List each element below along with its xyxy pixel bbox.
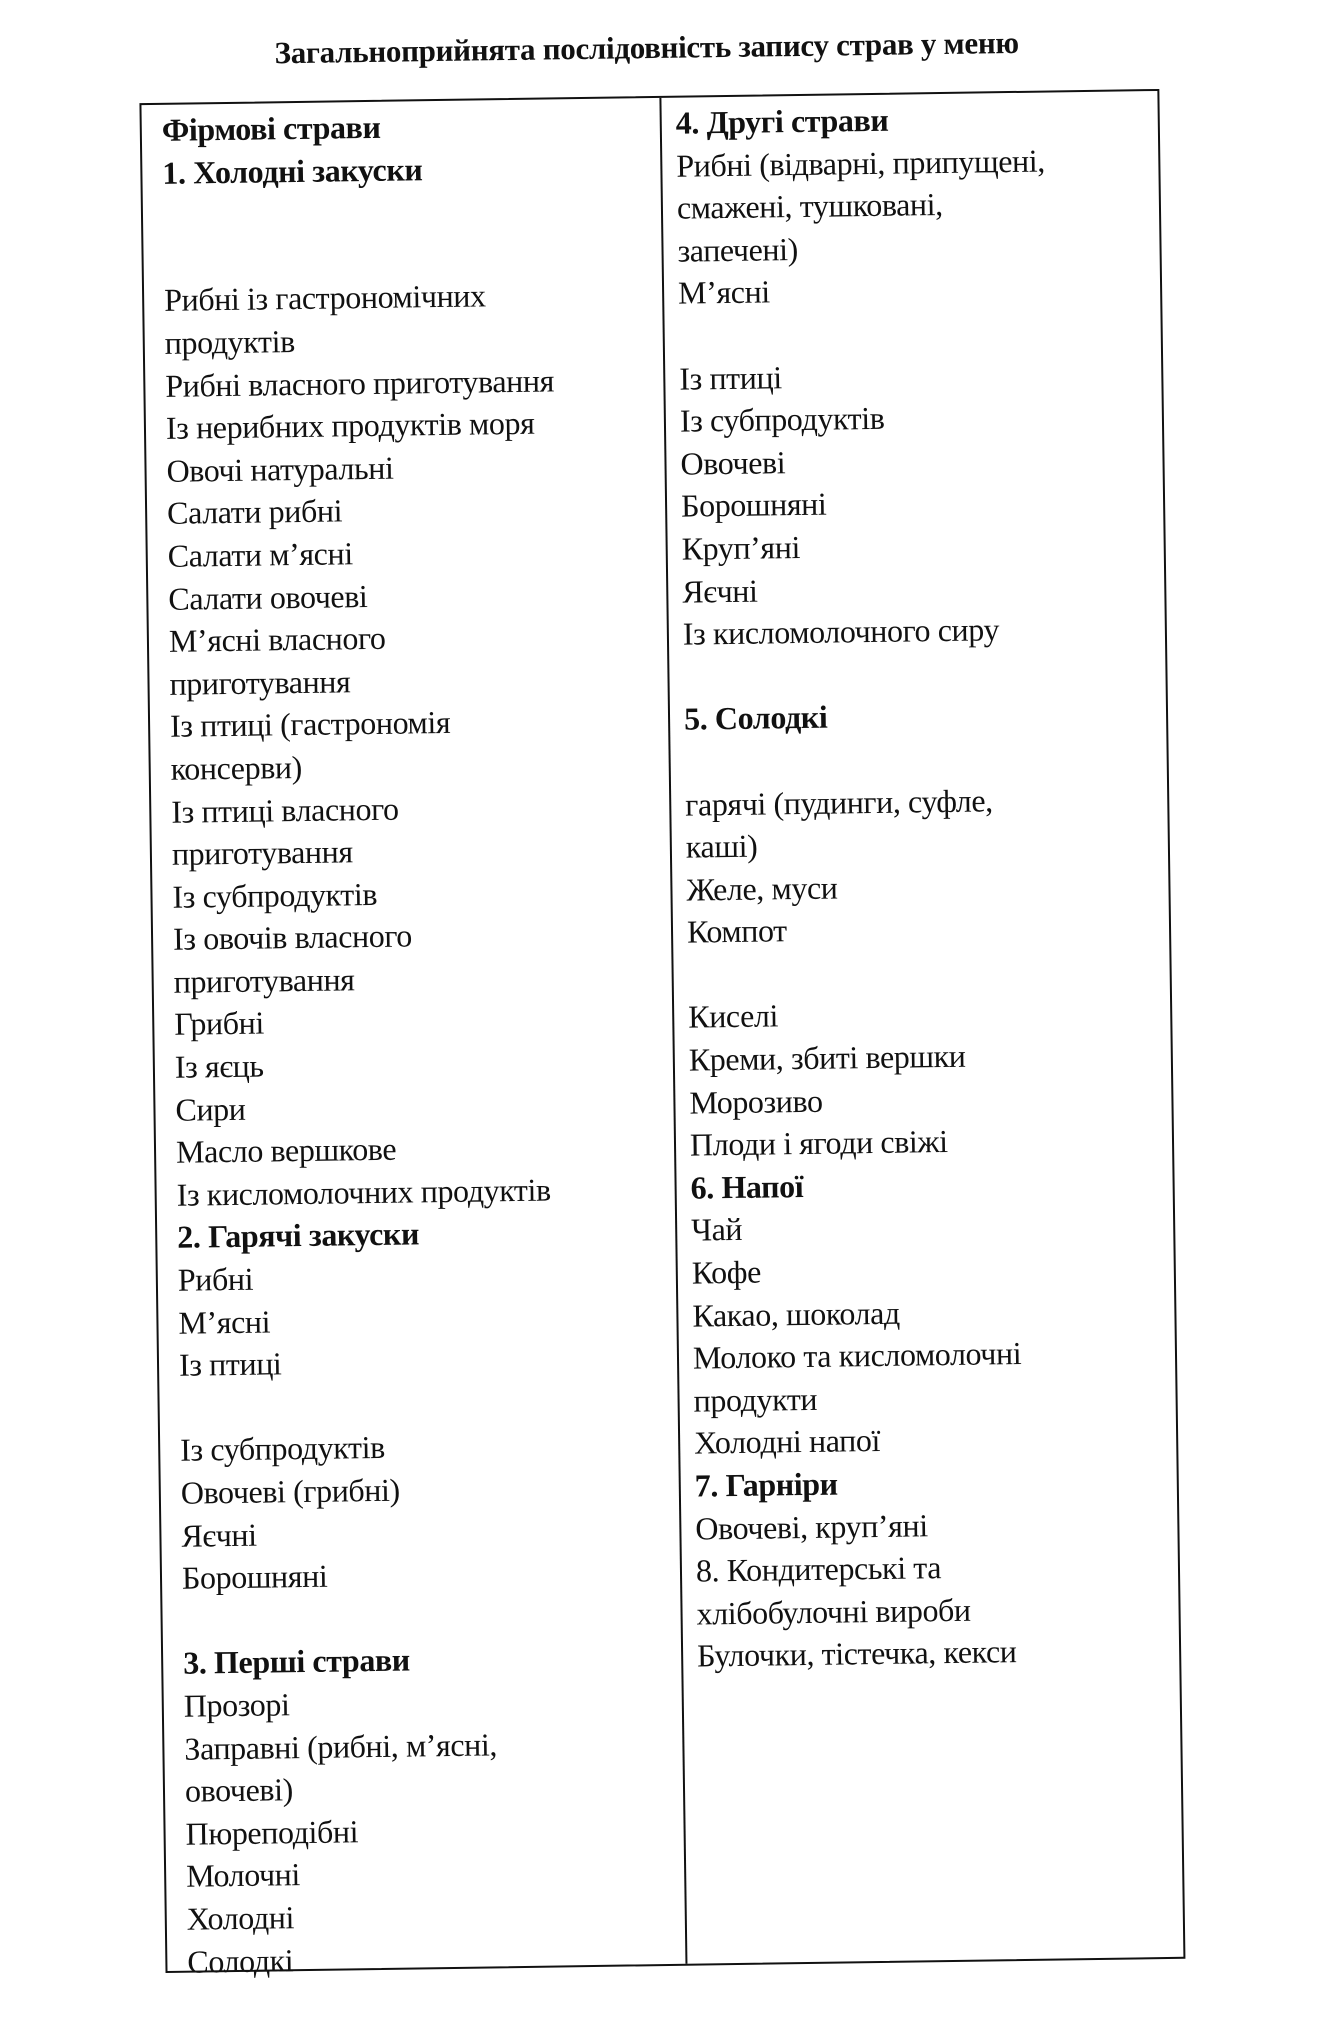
menu-item: М’ясні [677, 273, 771, 312]
menu-sequence-table [139, 89, 1185, 1980]
menu-item: приготування [171, 833, 353, 872]
menu-item: Молоко та кисломолочні [692, 1335, 1022, 1376]
menu-item: Рибні [177, 1260, 254, 1298]
blank-line [678, 308, 1161, 357]
menu-item: гарячі (пудинги, суфле, [685, 781, 993, 823]
document-title: Загальноприйнята послідовність запису страв у меню [274, 24, 1020, 71]
menu-item: Із яєць [174, 1047, 264, 1085]
menu-item: Кофе [691, 1253, 762, 1291]
menu-item: Із птиці (гастрономія [169, 704, 451, 745]
menu-item: Із птиці [178, 1345, 282, 1383]
menu-item: Масло вершкове [175, 1130, 397, 1171]
menu-item: М’ясні [178, 1303, 271, 1341]
section-heading: 5. Солодкі [683, 698, 828, 737]
menu-item: смажені, тушковані, [676, 186, 943, 226]
blank-line [182, 1593, 681, 1643]
menu-item: Овочеві (грибні) [180, 1471, 401, 1511]
menu-item: Заправні (рибні, м’ясні, [184, 1725, 498, 1767]
menu-item: каші) [685, 827, 758, 865]
blank-line [163, 187, 662, 237]
menu-item: приготування [173, 961, 355, 1000]
right-column [661, 91, 1183, 1964]
blank-line [687, 947, 1170, 996]
menu-item: Із птиці [679, 358, 782, 397]
menu-item: Молочні [185, 1856, 301, 1895]
menu-item: Креми, збиті вершки [688, 1037, 966, 1078]
menu-item: Яєчні [181, 1516, 257, 1554]
menu-item: Із овочів власного [172, 917, 413, 958]
menu-item: Прозорі [183, 1686, 290, 1724]
menu-item: Із нерибних продуктів моря [165, 404, 535, 446]
section-heading: 3. Перші страви [182, 1641, 411, 1682]
menu-item: Чай [690, 1211, 743, 1249]
menu-item: Із птиці власного [171, 790, 399, 830]
menu-item: Борошняні [680, 485, 827, 524]
menu-item: Какао, шоколад [692, 1294, 901, 1334]
left-column [141, 98, 687, 1980]
menu-item: Із субпродуктів [679, 399, 885, 439]
menu-item: Салати рибні [166, 492, 343, 532]
menu-item: Із кисломолочного сиру [682, 611, 1000, 652]
menu-item: Овочі натуральні [166, 449, 394, 489]
blank-line [684, 734, 1167, 783]
menu-item: Киселі [687, 997, 779, 1036]
menu-item: Овочеві [680, 443, 786, 482]
menu-item: 8. Кондитерські та [695, 1549, 942, 1589]
menu-item: Круп’яні [681, 528, 801, 567]
section-heading: 1. Холодні закуски [162, 150, 423, 191]
blank-line [683, 649, 1166, 698]
menu-item: Пюреподібні [185, 1813, 359, 1852]
menu-item: запечені) [677, 230, 799, 269]
menu-item: Холодні напої [693, 1422, 881, 1461]
menu-item: Із субпродуктів [172, 875, 378, 915]
menu-item: продуктів [164, 323, 296, 361]
section-heading: 2. Гарячі закуски [177, 1215, 420, 1256]
menu-item: Грибні [174, 1005, 265, 1043]
menu-item: хлібобулочні вироби [696, 1591, 971, 1632]
menu-item: Холодні [186, 1899, 295, 1937]
menu-item: Булочки, тістечка, кекси [696, 1633, 1017, 1674]
menu-item: Салати м’ясні [167, 535, 353, 574]
menu-item: Морозиво [689, 1082, 823, 1121]
section-heading: 7. Гарніри [694, 1465, 838, 1504]
menu-item: Борошняні [181, 1557, 328, 1596]
blank-line [163, 230, 662, 280]
blank-line [179, 1380, 678, 1430]
section-heading: 4. Другі страви [675, 101, 889, 141]
section-heading: Фірмові страви [161, 108, 381, 148]
menu-item: Яєчні [682, 572, 758, 610]
menu-item: консерви) [170, 748, 303, 787]
menu-item: Сири [175, 1090, 246, 1128]
menu-item: Рибні із гастрономічних [163, 277, 486, 319]
menu-item: Желе, муси [686, 869, 838, 908]
menu-item: овочеві) [184, 1771, 294, 1809]
menu-item: Із кисломолочних продуктів [176, 1171, 551, 1213]
menu-item: Компот [686, 912, 787, 950]
menu-item: приготування [169, 663, 351, 702]
section-heading: 6. Напої [690, 1167, 804, 1206]
menu-item: Плоди і ягоди свіжі [689, 1123, 948, 1163]
menu-item: Із субпродуктів [179, 1429, 386, 1469]
menu-item: Овочеві, круп’яні [695, 1506, 928, 1547]
menu-item: Рибні власного приготування [165, 361, 555, 404]
menu-item: продукти [693, 1380, 818, 1419]
menu-item: Рибні (відварні, припущені, [676, 142, 1046, 184]
menu-item: Солодкі [187, 1941, 294, 1980]
menu-item: М’ясні власного [168, 619, 386, 659]
menu-item: Салати овочеві [168, 577, 368, 617]
